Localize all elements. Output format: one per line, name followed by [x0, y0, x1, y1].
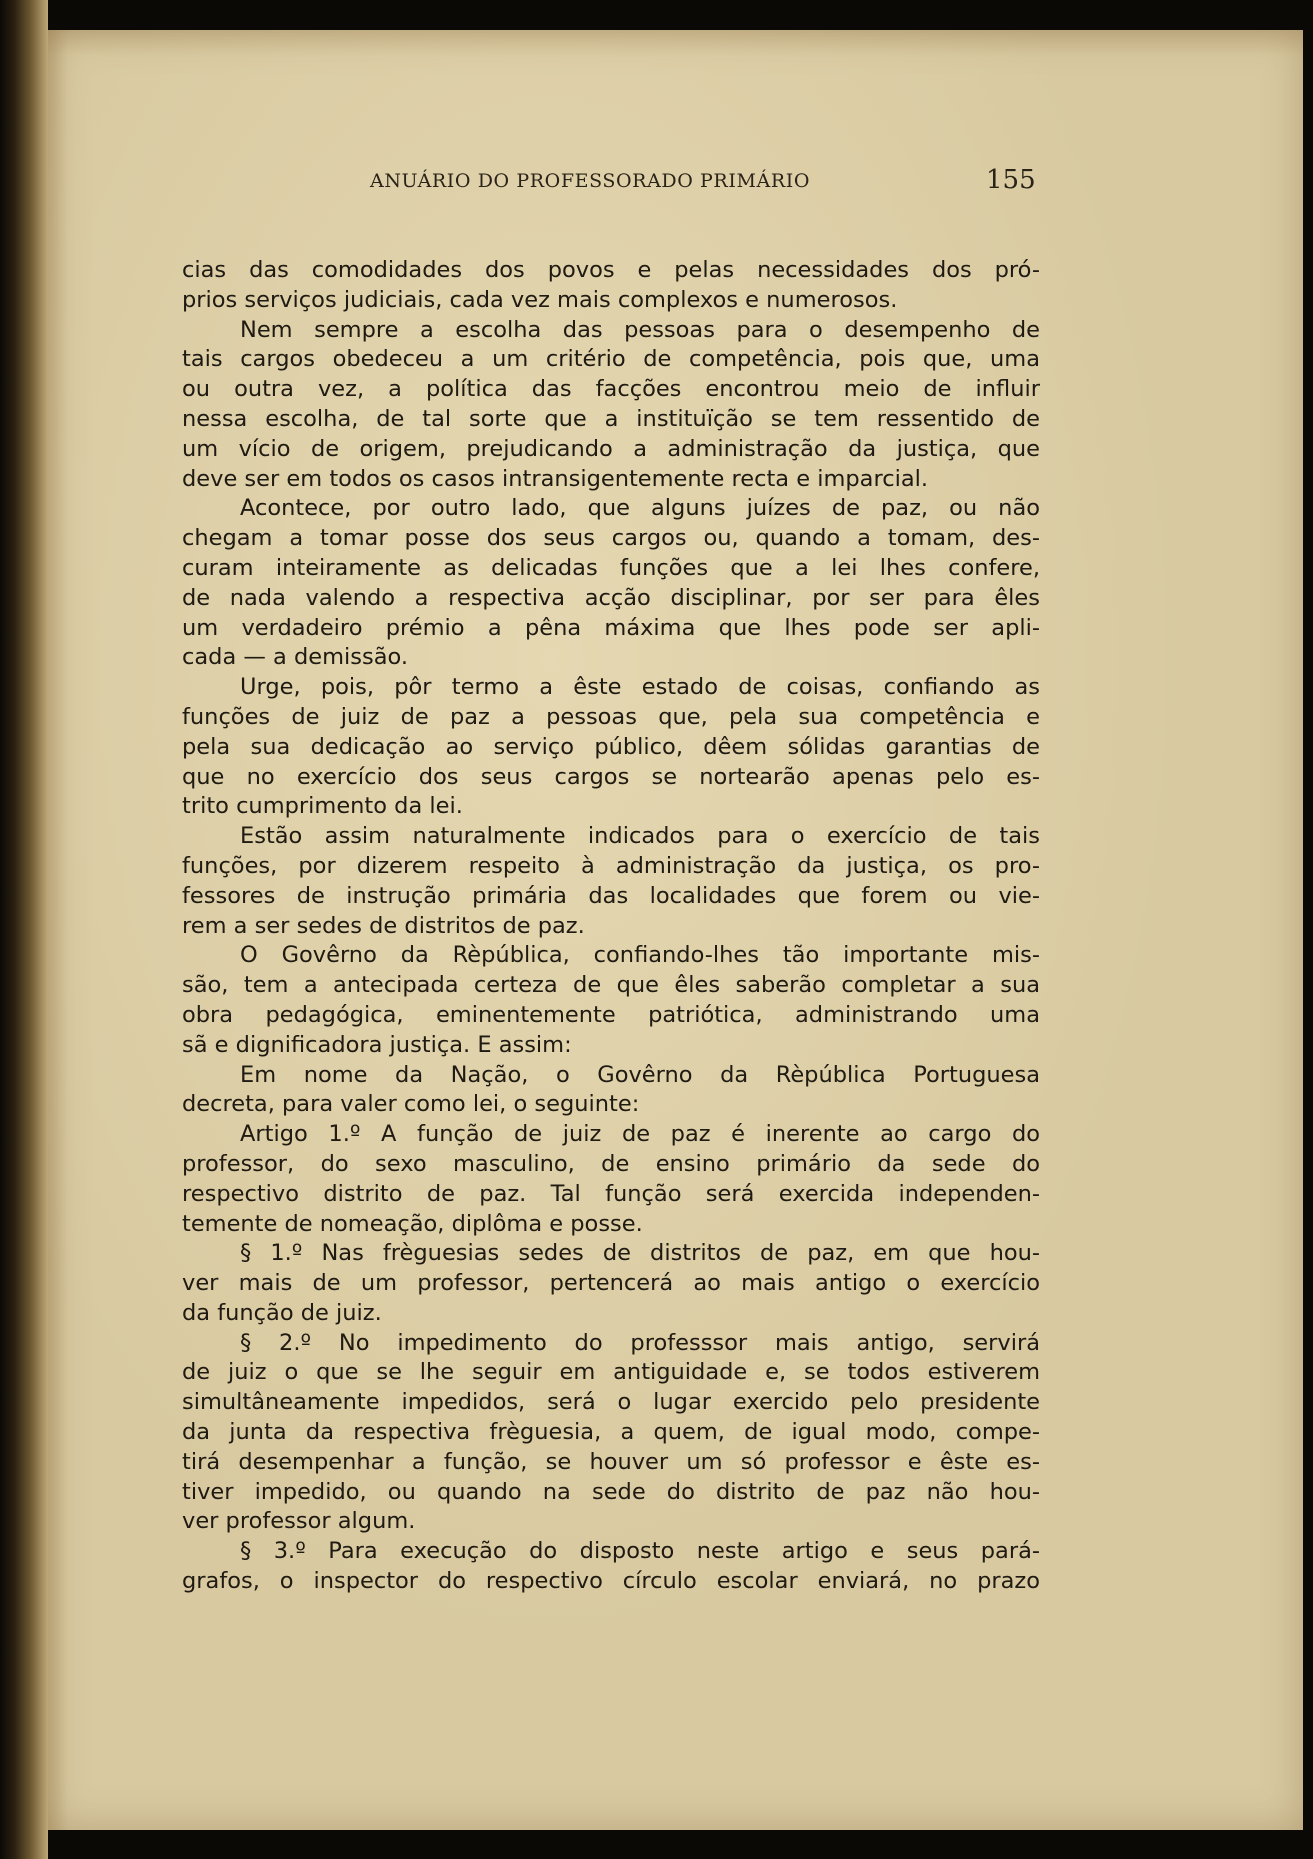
text-line: cada — a demissão. [182, 644, 409, 671]
text-line: ou outra vez, a política das facções encontrou meio de influir [182, 376, 1040, 403]
text-line: O Govêrno da Rèpública, confiando-lhes tão importante mis- [240, 942, 1040, 969]
text-line: obra pedagógica, eminentemente patriótica, administrando uma [182, 1001, 1040, 1028]
text-line: grafos, o inspector do respectivo círculo escolar enviará, no prazo [182, 1568, 1040, 1595]
text-line: cias das comodidades dos povos e pelas necessidades dos pró- [182, 257, 1040, 283]
section-line: § 2.º No impedimento do professsor mais antigo, servirá [240, 1329, 1040, 1356]
text-line: ver mais de um professor, pertencerá ao mais antigo o exercício [182, 1270, 1040, 1297]
text-line: que no exercício dos seus cargos se nortearão apenas pelo es- [182, 763, 1040, 790]
section-line: § 1.º Nas frèguesias sedes de distritos de paz, em que hou- [240, 1240, 1040, 1267]
text-line: são, tem a antecipada certeza de que êles saberão completar a sua [182, 972, 1040, 999]
running-title: ANUÁRIO DO PROFESSORADO PRIMÁRIO [370, 170, 811, 192]
text-line: ver professor algum. [182, 1508, 416, 1535]
body-text [182, 256, 1040, 1597]
text-line: respectivo distrito de paz. Tal função será exercida independen- [182, 1180, 1040, 1207]
text-line: decreta, para valer como lei, o seguinte: [182, 1091, 640, 1118]
text-line: tirá desempenhar a função, se houver um só professor e êste es- [182, 1448, 1040, 1475]
text-line: rem a ser sedes de distritos de paz. [182, 912, 585, 939]
text-line: fessores de instrução primária das localidades que forem ou vie- [182, 882, 1040, 909]
text-line: Acontece, por outro lado, que alguns juízes de paz, ou não [240, 495, 1040, 522]
text-line: chegam a tomar posse dos seus cargos ou, quando a tomam, des- [182, 525, 1040, 552]
text-line: de juiz o que se lhe seguir em antiguidade e, se todos estiverem [182, 1359, 1040, 1386]
section-line: § 3.º Para execução do disposto neste artigo e seus pará- [240, 1538, 1040, 1565]
page-number: 155 [986, 165, 1036, 195]
text-line: simultâneamente impedidos, será o lugar exercido pelo presidente [182, 1389, 1040, 1416]
text-line: funções de juiz de paz a pessoas que, pela sua competência e [182, 703, 1040, 730]
text-line: trito cumprimento da lei. [182, 793, 463, 820]
text-line: professor, do sexo masculino, de ensino primário da sede do [182, 1150, 1040, 1177]
text-line: tais cargos obedeceu a um critério de competência, pois que, uma [182, 346, 1040, 373]
text-line: da função de juiz. [182, 1299, 382, 1326]
text-line: um verdadeiro prémio a pêna máxima que lhes pode ser apli- [182, 614, 1040, 641]
text-line: Estão assim naturalmente indicados para o exercício de tais [240, 823, 1040, 850]
binding-edge [0, 0, 48, 1859]
text-line: nessa escolha, de tal sorte que a instituïção se tem ressentido de [182, 405, 1040, 432]
text-line: sã e dignificadora justiça. E assim: [182, 1031, 572, 1058]
text-line: tiver impedido, ou quando na sede do distrito de paz não hou- [182, 1478, 1040, 1505]
text-line: Urge, pois, pôr termo a êste estado de coisas, confiando as [240, 674, 1040, 701]
text-line: Em nome da Nação, o Govêrno da Rèpública Portuguesa [240, 1061, 1040, 1088]
text-line: pela sua dedicação ao serviço público, dêem sólidas garantias de [182, 733, 1040, 760]
text-line: deve ser em todos os casos intransigentemente recta e imparcial. [182, 465, 929, 492]
text-line: Nem sempre a escolha das pessoas para o desempenho de [240, 316, 1040, 343]
text-line: prios serviços judiciais, cada vez mais complexos e numerosos. [182, 286, 898, 313]
text-line: um vício de origem, prejudicando a administração da justiça, que [182, 435, 1040, 462]
text-line: da junta da respectiva frèguesia, a quem, de igual modo, compe- [182, 1419, 1040, 1446]
text-line: temente de nomeação, diplôma e posse. [182, 1210, 643, 1237]
text-line: de nada valendo a respectiva acção disciplinar, por ser para êles [182, 584, 1040, 611]
text-line: curam inteiramente as delicadas funções que a lei lhes confere, [182, 554, 1040, 581]
page-header [0, 165, 1313, 200]
text-line: funções, por dizerem respeito à administração da justiça, os pro- [182, 852, 1040, 879]
article-line: Artigo 1.º A função de juiz de paz é inerente ao cargo do [240, 1121, 1040, 1148]
